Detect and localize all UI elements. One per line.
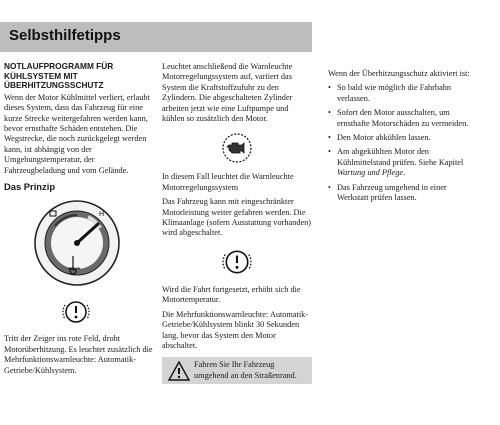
section-header: [0, 22, 312, 52]
maintenance-chapter-reference[interactable]: Wartung und Pflege: [337, 168, 404, 178]
activation-intro: Wenn der Überhitzungsschutz aktiviert ist:: [328, 69, 470, 78]
column-3: [328, 69, 478, 207]
warning-box: [162, 357, 312, 384]
reduced-power-paragraph: Das Fahrzeug kann mit eingeschränkter Motorleistung weiter gefahren werden. Die Klimaanlage (sofern Ausstattung vorhanden) wird abgeschaltet.: [162, 197, 312, 238]
list-item: • Das Fahrzeug umgehend in einer Werkstatt prüfen lassen.: [328, 182, 447, 203]
intro-paragraph: Wenn der Motor Kühlmittel verliert, erlaubt dieses System, dass das Fahrzeug für eine kurze Strecke weitergefahren werden kann, bevor ernsthafte Schäden entstehen. Die Wegstrecke, die noch zurückgelegt werden kann, ist abhängig von der Umgebungstemperatur, der Fahrzeugbeladung und vom Gelände.: [4, 92, 150, 175]
engine-check-icon: [221, 132, 253, 164]
warning-triangle-icon: [168, 361, 190, 381]
list-item: • So bald wie möglich die Fahrbahn verlassen.: [328, 83, 452, 103]
svg-text:H: H: [99, 211, 105, 219]
list-item: • Am abgekühlten Motor den Kühlmittelstand prüfen. Siehe Kapitel Wartung und Pflege.: [328, 147, 464, 178]
engine-figure: [162, 132, 312, 164]
shutdown-paragraph: Die Mehrfunktionswarnleuchte: Automatik-Getriebe/Kühlsystem blinkt 30 Sekunden lang, bevor das System den Motor abschaltet.: [162, 309, 309, 350]
temperature-rise-paragraph: Wird die Fahrt fortgesetzt, erhöht sich die Motortemperatur.: [162, 284, 301, 305]
column-2: [162, 62, 312, 384]
cylinder-paragraph: Leuchtet anschließend die Warnleuchte Motorregelungssystem auf, variiert das System die Kraftstoffzufuhr zu den Zylindern. Die abgeschalteten Zylinder arbeiten jetzt wie eine Luftpumpe und kühlen so zusätzlich den Motor.: [162, 62, 293, 124]
engine-light-paragraph: In diesem Fall leuchtet die Warnleuchte Motorregelungssystem: [162, 172, 294, 192]
warning-text: Fahren Sie Ihr Fahrzeug umgehend an den Straßenrand.: [194, 360, 297, 380]
principle-paragraph: Tritt der Zeiger ins rote Feld, droht Motorüberhitzung. Es leuchtet zusätzlich die Mehrfunktionswarnleuchte: Automatik-Getriebe/Kühlsystem.: [4, 334, 153, 375]
warning-light-icon: [62, 298, 90, 326]
section-title: Selbsthilfetipps: [9, 27, 121, 44]
warning-light-icon: [222, 247, 252, 277]
gauge-figure: [32, 198, 154, 288]
warning-light-figure-2: [162, 247, 312, 277]
list-item: • Sofort den Motor ausschalten, um ernsthafte Motorschäden zu vermeiden.: [328, 108, 469, 128]
list-item: • Den Motor abkühlen lassen.: [328, 133, 431, 143]
principle-heading: Das Prinzip: [4, 181, 56, 193]
emergency-program-heading: NOTLAUFPROGRAMM FÜR KÜHLSYSTEM MIT ÜBERHITZUNGSSCHUTZ: [4, 61, 114, 91]
column-1: [4, 62, 154, 380]
temperature-gauge-icon: [32, 198, 122, 288]
warning-light-figure: [62, 298, 154, 326]
